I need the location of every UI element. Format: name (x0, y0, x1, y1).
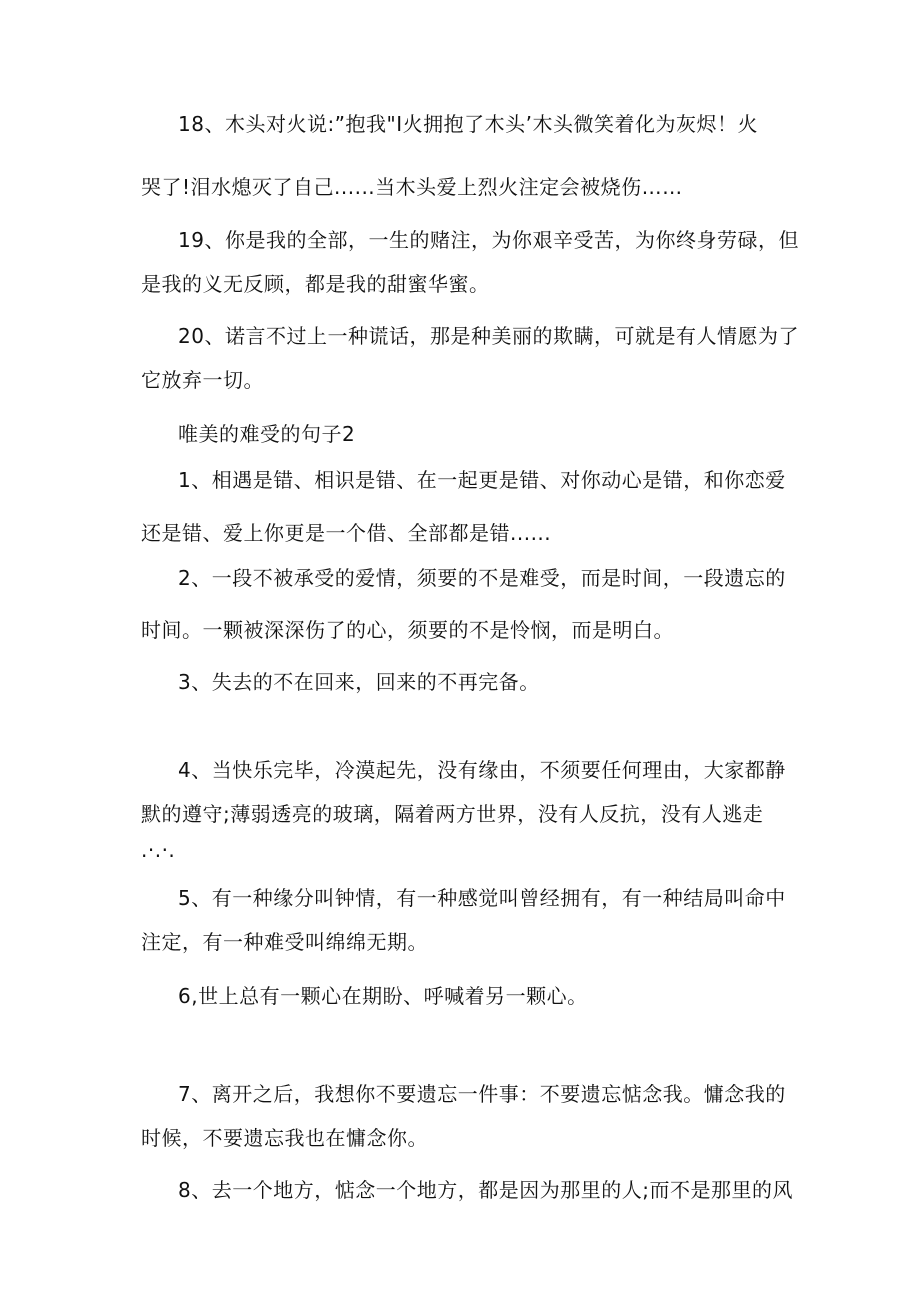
paragraph-7-line-2: 时候，不要遗忘我也在慵念你。 (141, 1126, 428, 1150)
paragraph-6: 6,世上总有一颗心在期盼、呼喊着另一颗心。 (178, 984, 588, 1008)
paragraph-18-line-2: 哭了!泪水熄灭了自己......当木头爱上烈火注定会被烧伤…… (141, 175, 683, 199)
paragraph-2-line-2: 时间。一颗被深深伤了的心，须要的不是怜悯，而是明白。 (141, 618, 674, 642)
paragraph-2-line-1: 2、一段不被承受的爱情，须要的不是难受，而是时间，一段遗忘的 (178, 566, 786, 590)
paragraph-1-line-2: 还是错、爱上你更是一个借、全部都是错...... (141, 521, 552, 545)
paragraph-20-line-1: 20、诺言不过上一种谎话，那是种美丽的欺瞒，可就是有人情愿为了 (178, 324, 799, 348)
paragraph-5-line-2: 注定，有一种难受叫绵绵无期。 (141, 930, 428, 954)
paragraph-18-line-1: 18、木头对火说:”抱我"I火拥抱了木头’木头微笑着化为灰烬！火 (178, 112, 759, 136)
paragraph-4-line-2: 默的遵守;薄弱透亮的玻璃，隔着两方世界，没有人反抗，没有人逃走 (141, 802, 764, 826)
paragraph-4-line-1: 4、当快乐完毕，冷漠起先，没有缘由，不须要任何理由，大家都静 (178, 758, 786, 782)
paragraph-4-line-3: .·.·. (141, 838, 176, 862)
paragraph-19-line-2: 是我的义无反顾，都是我的甜蜜华蜜。 (141, 272, 490, 296)
paragraph-7-line-1: 7、离开之后，我想你不要遗忘一件事：不要遗忘惦念我。慵念我的 (178, 1082, 786, 1106)
paragraph-5-line-1: 5、有一种缘分叫钟情，有一种感觉叫曾经拥有，有一种结局叫命中 (178, 886, 786, 910)
paragraph-8-line-1: 8、去一个地方，惦念一个地方，都是因为那里的人;而不是那里的风 (178, 1178, 793, 1202)
paragraph-1-line-1: 1、相遇是错、相识是错、在一起更是错、对你动心是错，和你恋爱 (178, 468, 786, 492)
section-heading: 唯美的难受的句子2 (178, 422, 356, 446)
paragraph-20-line-2: 它放弃一切。 (141, 368, 264, 392)
paragraph-3: 3、失去的不在回来，回来的不再完备。 (178, 670, 540, 694)
paragraph-19-line-1: 19、你是我的全部，一生的赌注，为你艰辛受苦，为你终身劳碌，但 (178, 228, 799, 252)
